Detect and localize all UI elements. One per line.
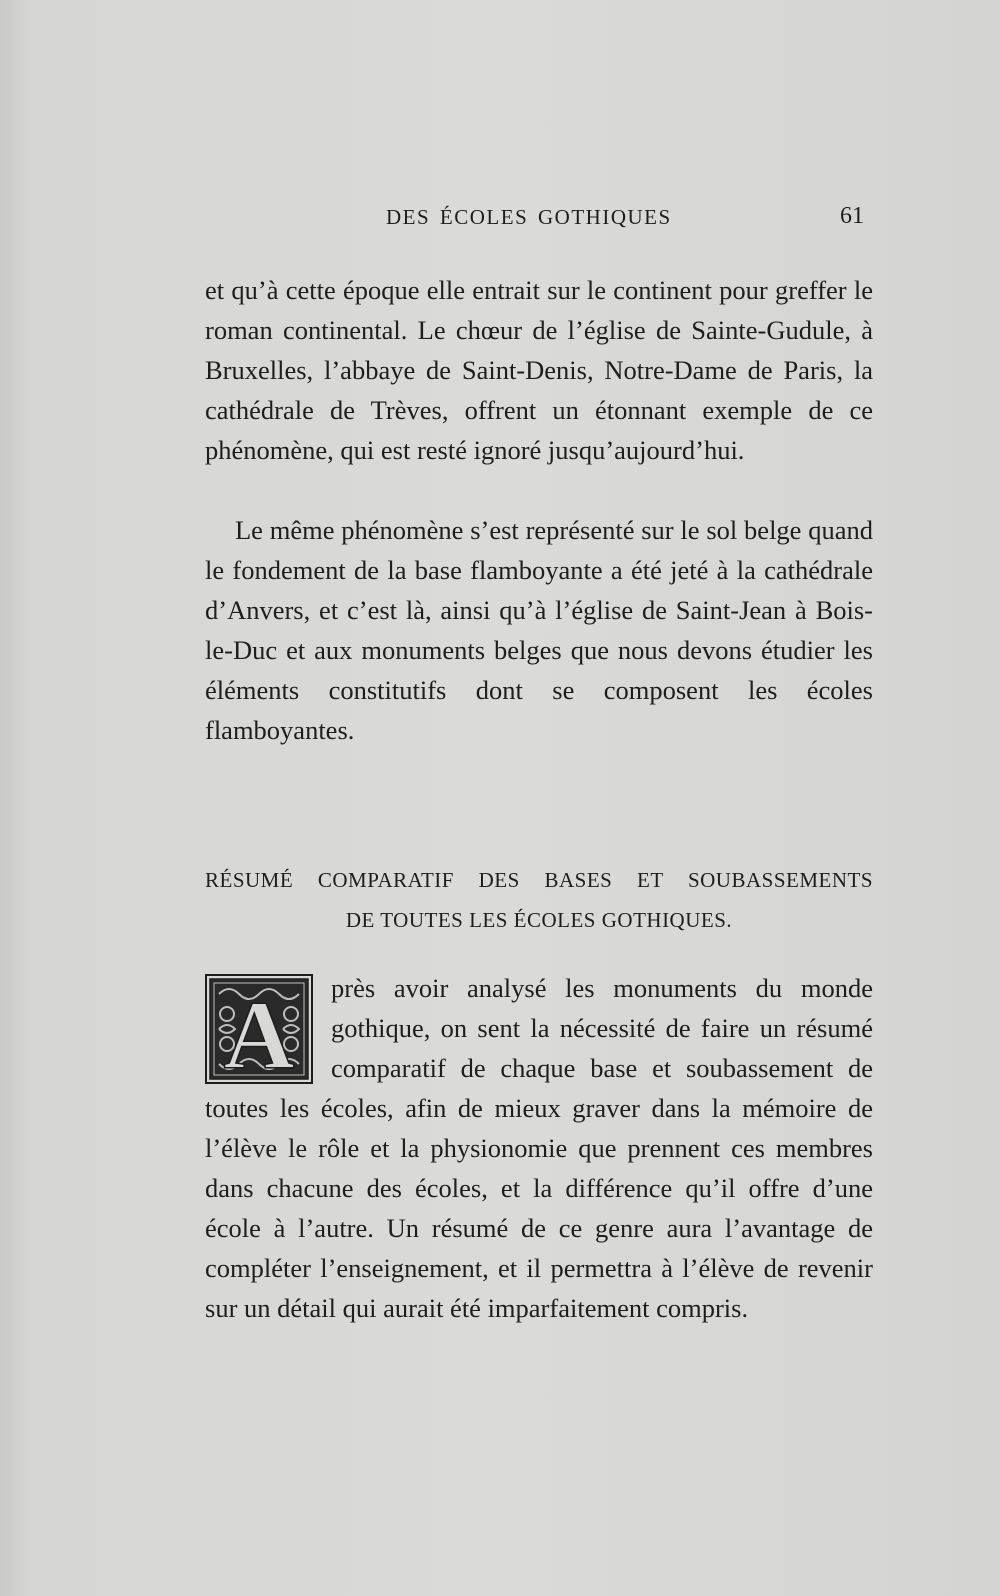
paragraph-2: Le même phénomène s’est représenté sur le sol belge quand le fondement de la base flamboyante a été jeté à la cathédrale d’Anvers, et c’est là, ainsi qu’à l’église de Saint-Jean à Bois-le-Duc et aux monuments belges que nous devons étudier les éléments constitutifs dont se composent les écoles flamboyantes. (205, 515, 873, 745)
paragraph-1: et qu’à cette époque elle entrait sur le continent pour greffer le roman continental. Le chœur de l’église de Sainte-Gudule, à Bruxelles, l’abbaye de Saint-Denis, Notre-Dame de Paris, la cathédrale de Trèves, offrent un étonnant exemple de ce phénomène, qui est resté ignoré jusqu’aujourd’hui. (205, 275, 873, 465)
drop-cap-letter: A (223, 982, 295, 1084)
ornamental-drop-cap (205, 974, 313, 1084)
section-heading-line-2: DE TOUTES LES ÉCOLES GOTHIQUES. (345, 908, 733, 932)
running-title: DES ÉCOLES GOTHIQUES (386, 205, 672, 229)
paragraph-3 (205, 968, 873, 1328)
page-number: 61 (840, 203, 864, 229)
drop-cap-ornament-icon (205, 974, 313, 1084)
section-heading-line-1: RÉSUMÉ COMPARATIF DES BASES ET SOUBASSEMENTS (205, 868, 873, 892)
paragraph-3-text: près avoir analysé les monuments du monde gothique, on sent la nécessité de faire un résumé comparatif de chaque base et soubassement de toutes les écoles, afin de mieux graver dans la mémoire de l’élève le rôle et la physionomie que prennent ces membres dans chacune des écoles, et la différence qu’il offre d’une école à l’autre. Un résumé de ce genre aura l’avantage de compléter l’enseignement, et il permettra à l’élève de revenir sur un détail qui aurait été imparfaitement compris. (205, 973, 873, 1323)
section-heading (205, 860, 873, 940)
